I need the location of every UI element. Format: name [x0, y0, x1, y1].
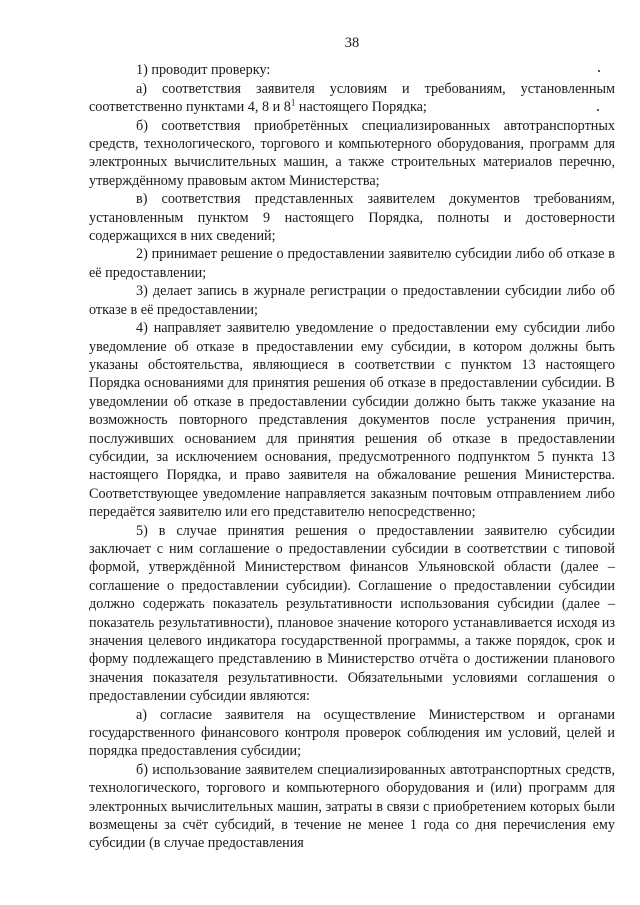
paragraph-2: 2) принимает решение о предоставлении заявителю субсидии либо об отказе в её предоставлении; — [89, 246, 615, 281]
paragraph-4: 4) направляет заявителю уведомление о предоставлении ему субсидии либо уведомление об отказе в предоставлении ему субсидии, в котором должны быть указаны обстоятельства, являющиеся в соответствии с пунктом 13 настоящего Порядка основаниями для принятия решения об отказе в предоставлении субсидии. В уведомлении об отказе в предоставлении субсидии должно быть также указание на возможность повторного представления документов после устранения причин, послуживших основанием для принятия решения об отказе в предоставлении субсидии, за исключением основания, предусмотренного подпунктом 5 пункта 13 настоящего Порядка, и право заявителя на обжалование решения Министерства. Соответствующее уведомление направляется заказным почтовым отправлением либо передаётся заявителю или его представителю непосредственно; — [89, 320, 615, 521]
paragraph-5: 5) в случае принятия решения о предоставлении заявителю субсидии заключает с ним соглашение о предоставлении субсидии в соответствии с типовой формой, утверждённой Министерством финансов Ульяновской области (далее – соглашение о предоставлении субсидии). Соглашение о предоставлении субсидии должно содержать показатель результативности использования субсидии (далее – показатель результативности), плановое значение которого устанавливается исходя из значения целевого индикатора государственной программы, а также порядок, срок и форму подлежащего представлению в Министерство отчёта о достижении планового значения показателя результативности. Обязательными условиями соглашения о предоставлении субсидии являются: — [89, 522, 615, 705]
paragraph-5b: б) использование заявителем специализированных автотранспортных средств, технологического, торгового и компьютерного оборудования и (или) программ для электронных вычислительных машин, затраты в связи с приобретением которых были возмещены за счёт субсидий, в течение не менее 1 года со дня перечисления ему субсидии (в случае предоставления — [89, 761, 615, 852]
scan-speck — [597, 109, 599, 111]
paragraph-1a-text: а) соответствия заявителя условиям и требованиям, установленным соответственно пунктами 4, 8 и 8 — [89, 80, 615, 116]
paragraph-1a — [89, 80, 615, 117]
paragraph-1a-tail: настоящего Порядка; — [295, 99, 427, 116]
paragraph-5a: а) согласие заявителя на осуществление Министерством и органами государственного финансового контроля проверок соблюдения им условий, целей и порядка предоставления субсидии; — [89, 706, 615, 760]
paragraph-3: 3) делает запись в журнале регистрации о предоставлении субсидии либо об отказе в её предоставлении; — [89, 283, 615, 318]
scan-speck — [598, 70, 600, 72]
paragraph-1c: в) соответствия представленных заявителем документов требованиям, установленным пунктом 9 настоящего Порядка, полноты и достоверности содержащихся в них сведений; — [89, 191, 615, 245]
paragraph-1a-superscript: 1 — [290, 97, 296, 108]
paragraph-1b: б) соответствия приобретённых специализированных автотранспортных средств, технологического, торгового и компьютерного оборудования, программ для электронных вычислительных машин, а также строительных материалов перечню, утверждённому правовым актом Министерства; — [89, 117, 615, 189]
paragraph-1: 1) проводит проверку: — [136, 62, 271, 79]
page-number: 38 — [344, 35, 360, 51]
